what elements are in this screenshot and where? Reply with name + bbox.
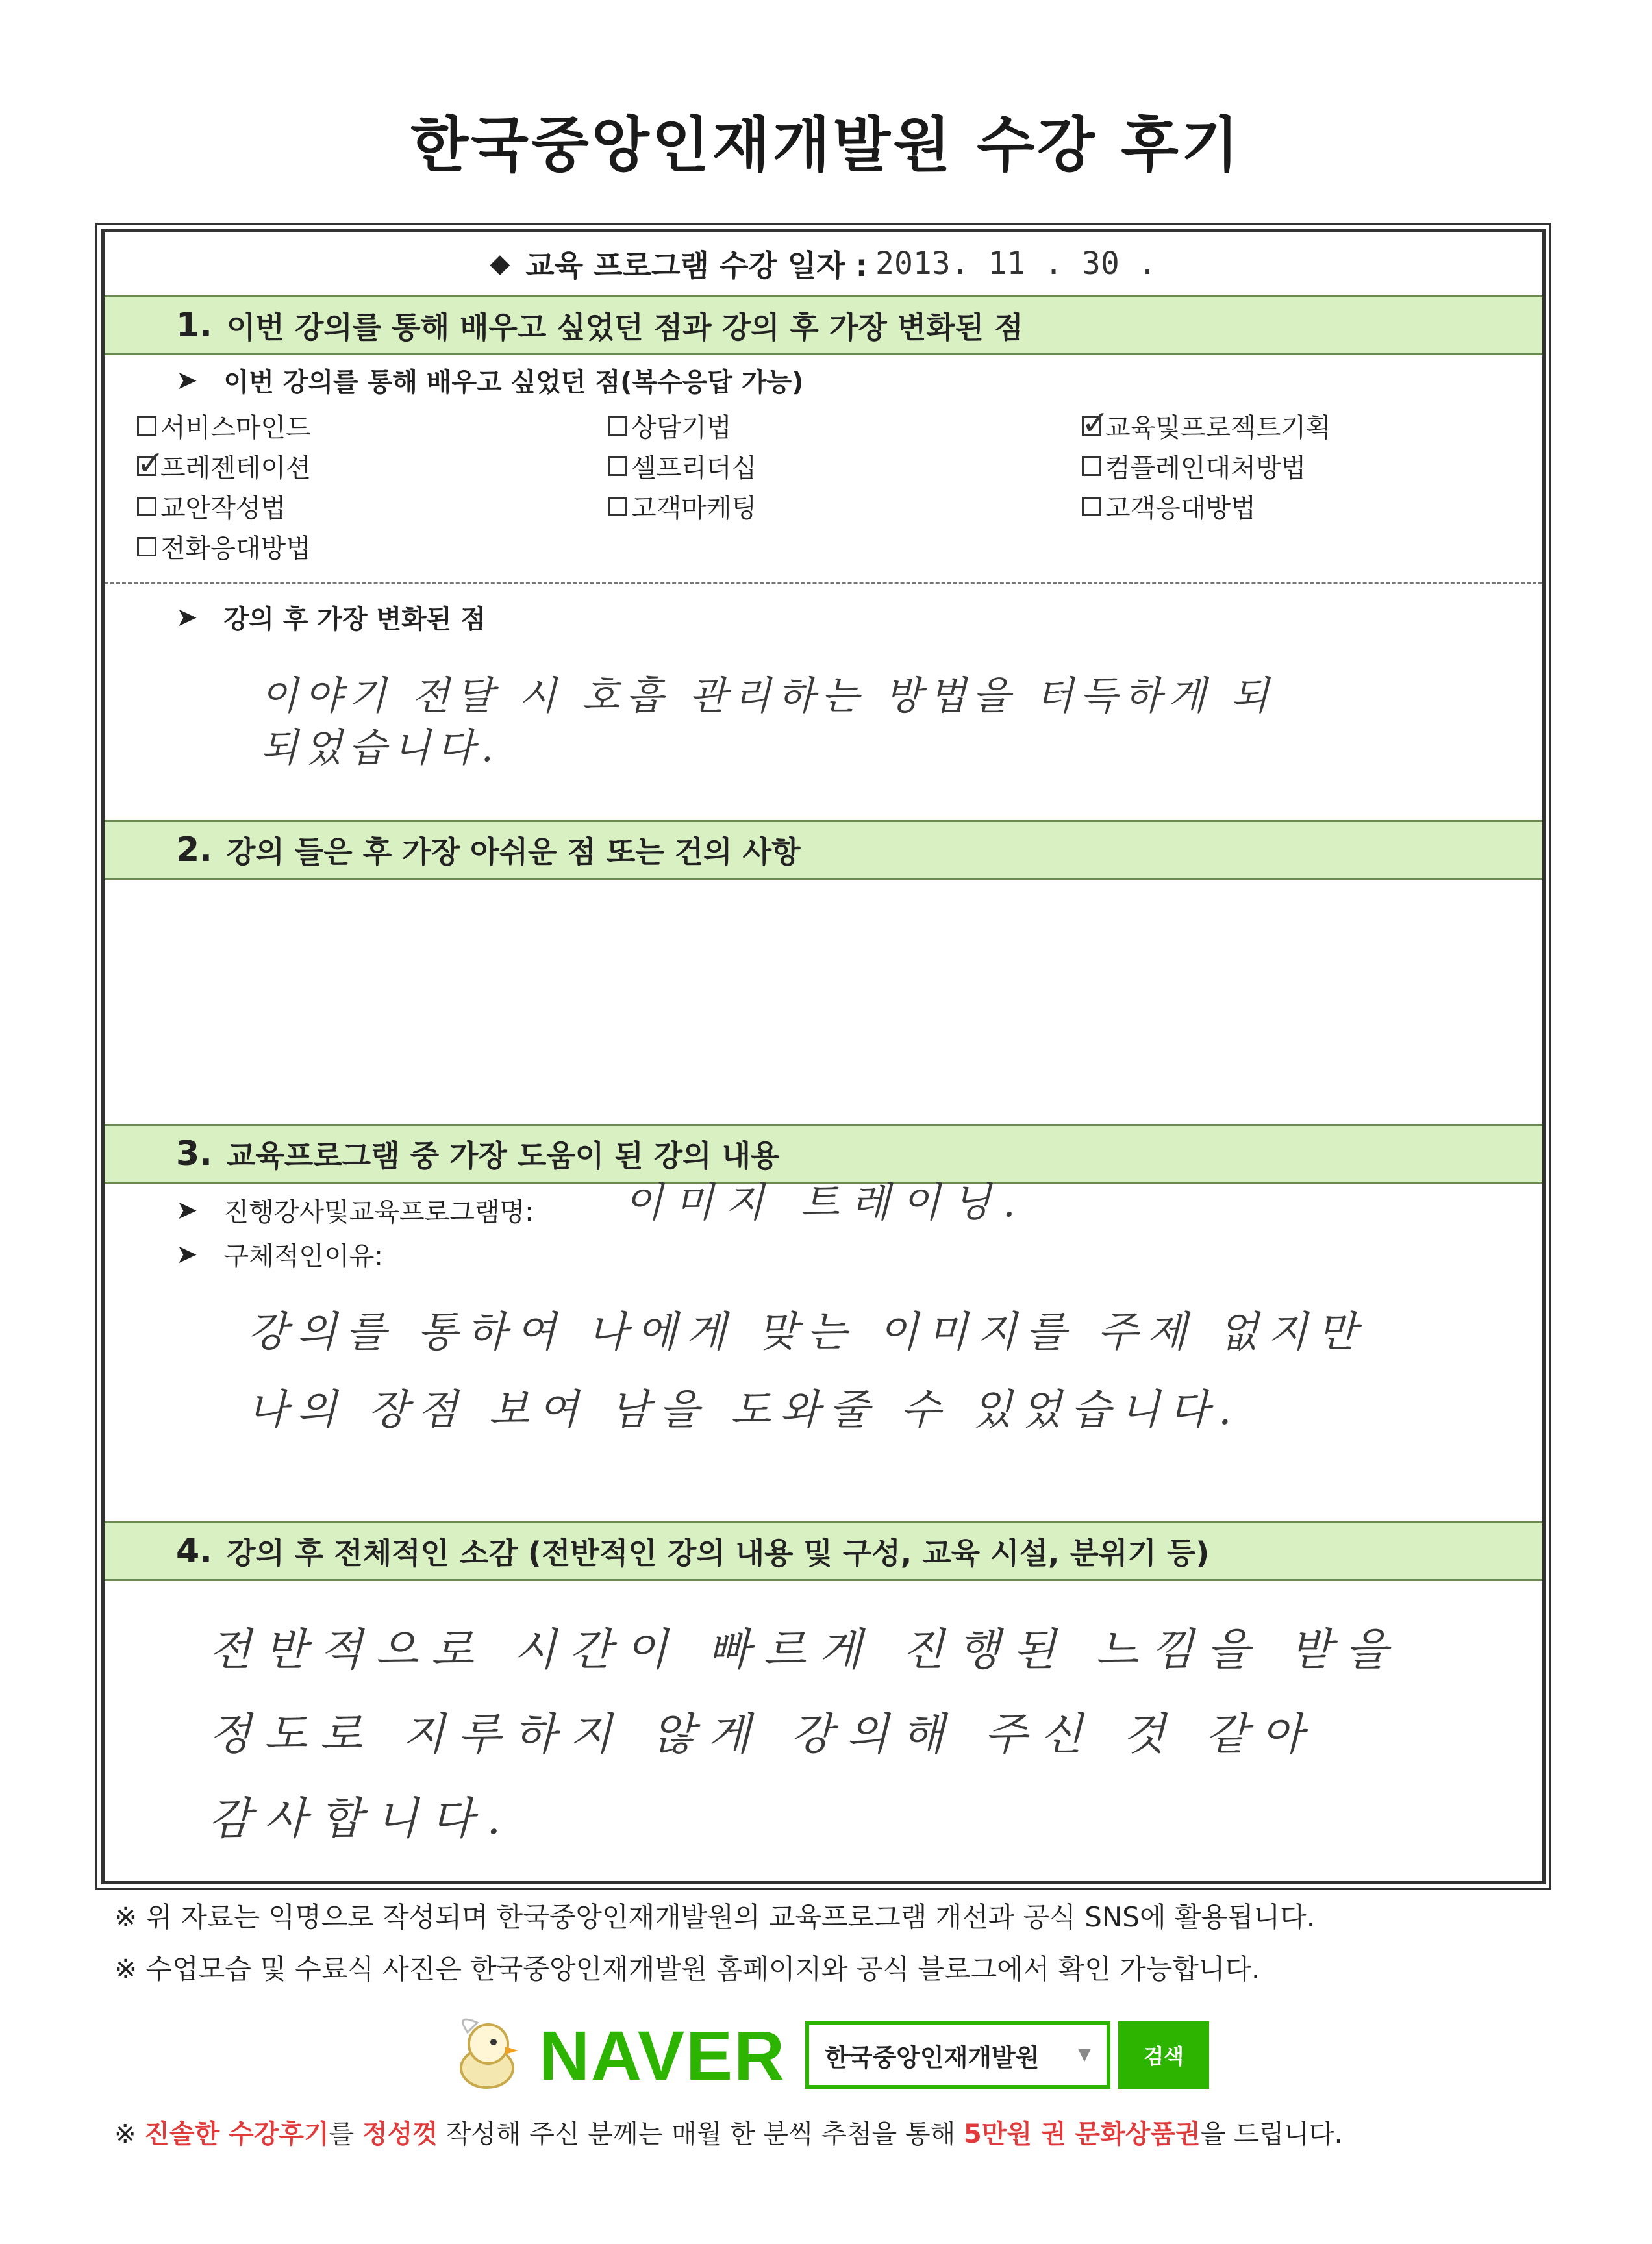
date-row bbox=[105, 232, 1542, 297]
sub-heading-wanted-label: 이번 강의를 통해 배우고 싶었던 점(복수응답 가능) bbox=[223, 368, 804, 397]
overall-answer-line[interactable]: 전반적으로 시간이 빠르게 진행된 느낌을 받을 bbox=[208, 1625, 1401, 1676]
section-4-title: 강의 후 전체적인 소감 (전반적인 강의 내용 및 구성, 교육 시설, 분위기 등) bbox=[226, 1536, 1210, 1571]
checkbox[interactable] bbox=[136, 443, 165, 483]
option-item[interactable] bbox=[1081, 403, 1331, 444]
chevron-down-icon[interactable]: ▼ bbox=[1078, 2045, 1092, 2064]
option-item[interactable] bbox=[137, 407, 311, 444]
option-item[interactable] bbox=[137, 528, 311, 565]
checkbox[interactable] bbox=[137, 497, 156, 516]
option-label: 컴플레인대처방법 bbox=[1105, 453, 1307, 483]
dashed-divider bbox=[105, 582, 1542, 584]
arrow-icon: ➤ bbox=[176, 365, 198, 395]
section-4-number: 4. bbox=[176, 1532, 212, 1571]
checkbox[interactable] bbox=[1082, 456, 1101, 476]
footer-mark: ※ bbox=[114, 2119, 145, 2149]
reason-answer-line[interactable]: 나의 장점 보여 남을 도와줄 수 있었습니다. bbox=[247, 1386, 1241, 1434]
option-item[interactable] bbox=[136, 443, 311, 484]
overall-answer-line[interactable]: 정도로 지루하지 않게 강의해 주신 것 같아 bbox=[208, 1709, 1317, 1760]
option-label: 고객응대방법 bbox=[1105, 493, 1256, 523]
option-item[interactable] bbox=[608, 488, 757, 525]
check-mark-icon: ✓ bbox=[136, 443, 165, 483]
check-mark-icon: ✓ bbox=[1081, 403, 1110, 443]
checkbox[interactable] bbox=[1082, 497, 1101, 516]
review-form bbox=[101, 229, 1546, 1884]
instructor-label: 진행강사및교육프로그램명: bbox=[223, 1197, 534, 1227]
changed-answer-line[interactable]: 되었습니다. bbox=[260, 725, 500, 771]
option-item[interactable] bbox=[608, 447, 757, 484]
footer-highlight: 진솔한 수강후기 bbox=[144, 2119, 329, 2149]
section-3-number: 3. bbox=[176, 1134, 212, 1173]
section-2-header bbox=[105, 820, 1542, 880]
footer-notice bbox=[114, 2113, 1342, 2150]
sub-heading-changed-label: 강의 후 가장 변화된 점 bbox=[223, 605, 486, 634]
section-3-title: 교육프로그램 중 가장 도움이 된 강의 내용 bbox=[226, 1138, 780, 1173]
section-2-number: 2. bbox=[176, 830, 212, 869]
arrow-icon: ➤ bbox=[176, 1195, 198, 1225]
sub-heading-changed bbox=[176, 599, 486, 636]
reason-row bbox=[176, 1236, 383, 1273]
checkbox[interactable] bbox=[608, 497, 627, 516]
footer-highlight: 정성껏 bbox=[362, 2119, 438, 2149]
search-query-text: 한국중앙인재개발원 bbox=[825, 2043, 1040, 2072]
date-value[interactable]: 2013. 11 . 30 . bbox=[875, 245, 1157, 282]
section-2-answer-area[interactable] bbox=[105, 880, 1542, 1124]
changed-answer-line[interactable]: 이야기 전달 시 호흡 관리하는 방법을 터득하게 되 bbox=[260, 673, 1275, 719]
section-1-header bbox=[105, 295, 1542, 355]
footer-text: 을 드립니다. bbox=[1200, 2119, 1343, 2149]
note-anonymous: ※ 위 자료는 익명으로 작성되며 한국중앙인재개발원의 교육프로그램 개선과 공식 SNS에 활용됩니다. bbox=[114, 1901, 1316, 1933]
footer-text: 작성해 주신 분께는 매월 한 분씩 추첨을 통해 bbox=[437, 2119, 964, 2149]
naver-mascot-icon bbox=[448, 2006, 545, 2104]
date-label: 교육 프로그램 수강 일자 : bbox=[525, 248, 868, 283]
option-label: 셀프리더십 bbox=[631, 453, 757, 483]
checkbox[interactable] bbox=[608, 456, 627, 476]
section-1-title: 이번 강의를 통해 배우고 싶었던 점과 강의 후 가장 변화된 점 bbox=[226, 310, 1023, 345]
option-label: 서비스마인드 bbox=[160, 413, 311, 443]
option-label: 고객마케팅 bbox=[631, 493, 757, 523]
checkbox[interactable] bbox=[1081, 403, 1110, 443]
option-item[interactable] bbox=[137, 488, 286, 525]
option-item[interactable] bbox=[1082, 447, 1306, 484]
diamond-icon: ◆ bbox=[490, 249, 510, 279]
checkbox[interactable] bbox=[608, 416, 627, 436]
checkbox[interactable] bbox=[137, 416, 156, 436]
instructor-row bbox=[176, 1191, 534, 1228]
section-4-header bbox=[105, 1521, 1542, 1581]
option-label: 상담기법 bbox=[631, 413, 732, 443]
naver-logo: NAVER bbox=[539, 2015, 786, 2095]
sub-heading-wanted bbox=[176, 362, 803, 399]
section-1-number: 1. bbox=[176, 306, 212, 345]
option-item[interactable] bbox=[1082, 488, 1256, 525]
page-title: 한국중앙인재개발원 수강 후기 bbox=[410, 110, 1242, 180]
option-item[interactable] bbox=[608, 407, 732, 444]
footer-highlight: 5만원 권 문화상품권 bbox=[963, 2119, 1201, 2149]
note-photos: ※ 수업모습 및 수료식 사진은 한국중앙인재개발원 홈페이지와 공식 블로그에서 확인 가능합니다. bbox=[114, 1953, 1260, 1985]
naver-search-button[interactable]: 검색 bbox=[1118, 2021, 1209, 2089]
naver-search-input[interactable] bbox=[805, 2021, 1110, 2089]
option-label: 교육및프로젝트기획 bbox=[1105, 413, 1331, 443]
option-label: 프레젠테이션 bbox=[160, 453, 311, 483]
arrow-icon: ➤ bbox=[176, 602, 198, 632]
footer-text: 를 bbox=[329, 2119, 362, 2149]
section-2-title: 강의 들은 후 가장 아쉬운 점 또는 건의 사항 bbox=[226, 834, 801, 869]
reason-answer-line[interactable]: 강의를 통하여 나에게 맞는 이미지를 주제 없지만 bbox=[247, 1308, 1366, 1356]
naver-search-banner bbox=[448, 2006, 1209, 2104]
arrow-icon: ➤ bbox=[176, 1239, 198, 1269]
reason-label: 구체적인이유: bbox=[223, 1241, 383, 1271]
option-label: 전화응대방법 bbox=[160, 534, 311, 564]
option-label: 교안작성법 bbox=[160, 493, 286, 523]
instructor-value[interactable]: 이미지 트레이닝. bbox=[624, 1178, 1027, 1226]
checkbox[interactable] bbox=[137, 537, 156, 556]
overall-answer-line[interactable]: 감사합니다. bbox=[208, 1793, 514, 1845]
